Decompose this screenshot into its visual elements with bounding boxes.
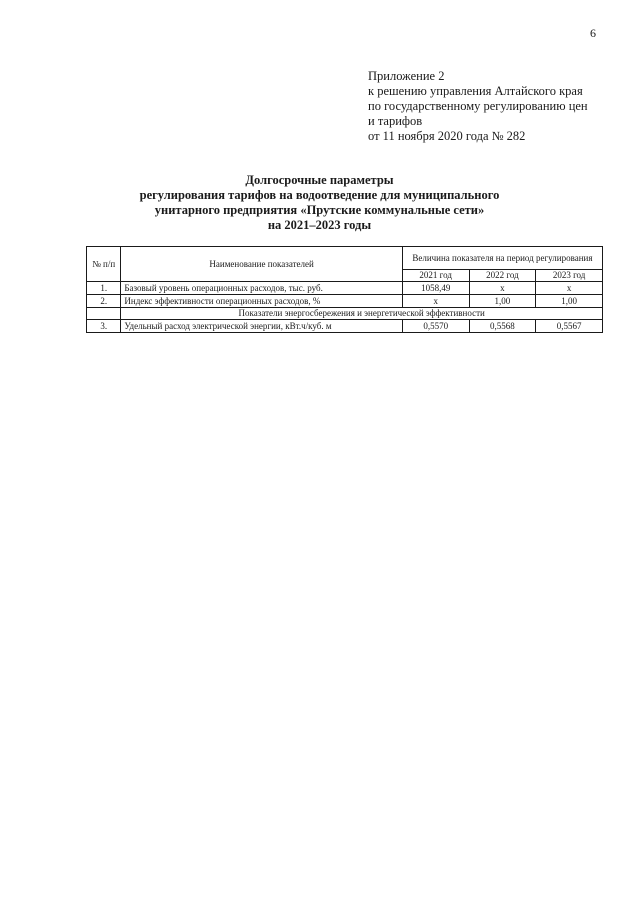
document-title: [0, 173, 639, 233]
section-header-row: [87, 308, 603, 320]
header-year: 2021 год: [402, 270, 469, 282]
table-row: [87, 295, 603, 308]
row-value: 0,5570: [402, 320, 469, 333]
table-row: [87, 320, 603, 333]
row-value: 0,5567: [536, 320, 603, 333]
appendix-line: по государственному регулированию цен: [368, 99, 588, 113]
section-title: Показатели энергосбережения и энергетической эффективности: [121, 308, 603, 320]
row-num: 1.: [87, 282, 121, 295]
section-num-blank: [87, 308, 121, 320]
row-value: 1058,49: [402, 282, 469, 295]
row-num: 3.: [87, 320, 121, 333]
parameters-table: [86, 246, 603, 333]
page-number: 6: [590, 26, 596, 40]
header-year: 2023 год: [536, 270, 603, 282]
row-value: 0,5568: [469, 320, 536, 333]
appendix-block: [368, 69, 588, 144]
row-value: 1,00: [536, 295, 603, 308]
appendix-line: к решению управления Алтайского края: [368, 84, 583, 98]
row-name: Индекс эффективности операционных расходов, %: [121, 295, 402, 308]
header-name: Наименование показателей: [121, 247, 402, 282]
row-value: 1,00: [469, 295, 536, 308]
row-value: x: [469, 282, 536, 295]
row-name: Удельный расход электрической энергии, кВт.ч/куб. м: [121, 320, 402, 333]
header-period: Величина показателя на период регулирования: [402, 247, 602, 270]
table-header-row: [87, 247, 603, 270]
header-num: № п/п: [87, 247, 121, 282]
row-name: Базовый уровень операционных расходов, тыс. руб.: [121, 282, 402, 295]
title-line: Долгосрочные параметры: [245, 173, 394, 187]
table-row: [87, 282, 603, 295]
row-value: x: [402, 295, 469, 308]
row-num: 2.: [87, 295, 121, 308]
header-year: 2022 год: [469, 270, 536, 282]
appendix-line: от 11 ноября 2020 года № 282: [368, 129, 526, 143]
appendix-line: Приложение 2: [368, 69, 445, 83]
appendix-line: и тарифов: [368, 114, 423, 128]
title-line: регулирования тарифов на водоотведение для муниципального: [139, 188, 500, 202]
title-line: на 2021–2023 годы: [267, 218, 372, 232]
row-value: x: [536, 282, 603, 295]
title-line: унитарного предприятия «Прутские коммунальные сети»: [154, 203, 485, 217]
